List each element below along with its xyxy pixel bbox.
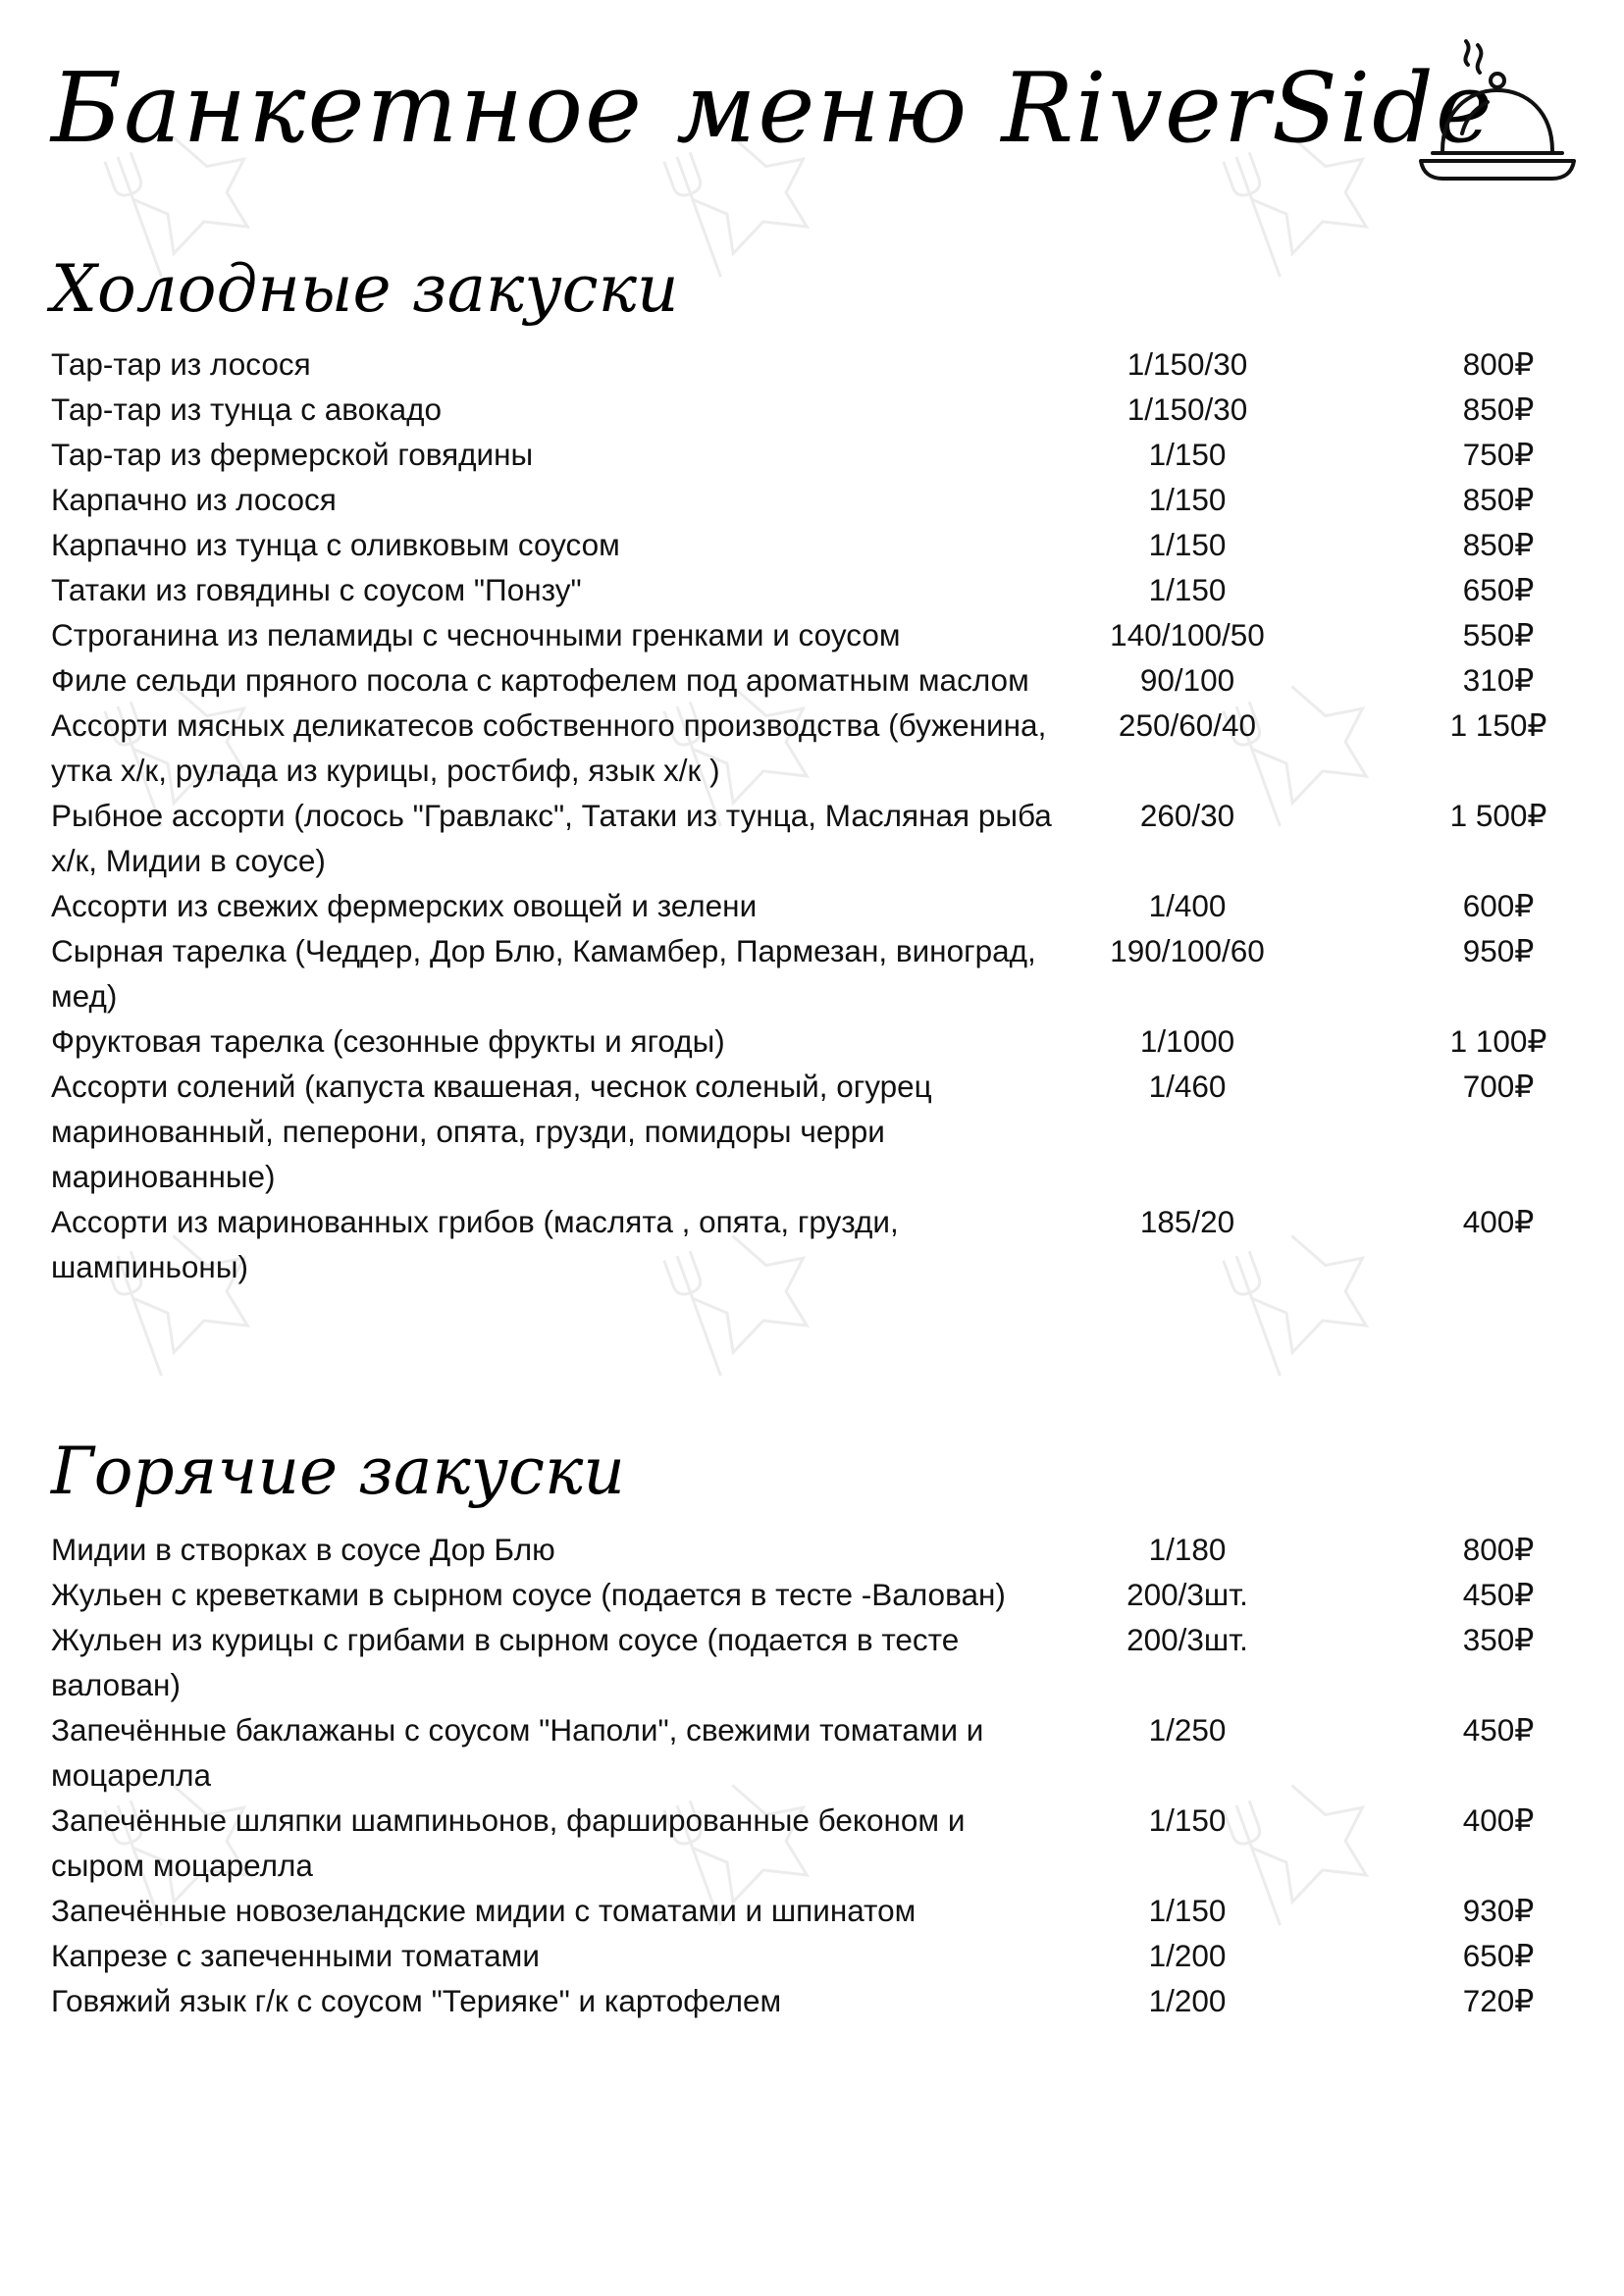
item-price: 1 150₽: [1449, 707, 1547, 743]
item-portion: 1/150: [1148, 437, 1227, 472]
item-name: Сырная тарелка (Чеддер, Дор Блю, Камамбер, Пармезан, виноград, мед): [51, 933, 1036, 1014]
item-name: Тар-тар из фермерской говядины: [51, 437, 534, 472]
item-price: 650₽: [1462, 572, 1535, 607]
item-name: Ассорти солений (капуста квашеная, чеснок соленый, огурец маринованный, пеперони, опята, грузди, помидоры черри маринованные): [51, 1069, 932, 1194]
item-portion: 185/20: [1139, 1204, 1235, 1239]
item-portion: 1/150: [1148, 1802, 1227, 1838]
item-name: Карпачно из тунца с оливковым соусом: [51, 527, 620, 562]
item-portion: 1/460: [1148, 1069, 1227, 1104]
item-price: 800₽: [1462, 1532, 1535, 1567]
menu-item: [51, 657, 1562, 703]
item-portion: 140/100/50: [1110, 617, 1265, 652]
item-portion: 250/60/40: [1118, 707, 1257, 743]
item-portion: 1/150: [1148, 572, 1227, 607]
item-price: 450₽: [1462, 1712, 1535, 1748]
menu-item: [51, 1018, 1562, 1064]
item-price: 350₽: [1462, 1622, 1535, 1657]
menu-item: [51, 1888, 1562, 1933]
section-heading-cold-appetizers: Холодные закуски: [51, 251, 679, 327]
section-heading-hot-appetizers: Горячие закуски: [51, 1434, 625, 1509]
item-portion: 1/150: [1148, 527, 1227, 562]
item-price: 950₽: [1462, 933, 1535, 968]
item-name: Татаки из говядины с соусом "Понзу": [51, 572, 582, 607]
item-name: Ассорти из свежих фермерских овощей и зелени: [51, 888, 758, 923]
item-portion: 200/3шт.: [1126, 1622, 1248, 1657]
item-price: 720₽: [1462, 1983, 1535, 2018]
item-portion: 190/100/60: [1110, 933, 1265, 968]
item-portion: 1/400: [1148, 888, 1227, 923]
item-portion: 200/3шт.: [1126, 1577, 1248, 1612]
item-price: 310₽: [1462, 662, 1535, 698]
item-name: Запечённые новозеландские мидии с томатами и шпинатом: [51, 1893, 917, 1928]
item-price: 700₽: [1462, 1069, 1535, 1104]
item-price: 450₽: [1462, 1577, 1535, 1612]
cloche-icon: [1413, 35, 1580, 192]
menu-item: [51, 1707, 1562, 1798]
menu-item: [51, 612, 1562, 657]
item-name: Капрезе с запеченными томатами: [51, 1938, 540, 1973]
menu-item: [51, 1978, 1562, 2023]
item-portion: 1/200: [1148, 1983, 1227, 2018]
menu-item: [51, 1527, 1562, 1572]
menu-item: [51, 928, 1562, 1018]
item-name: Запечённые шляпки шампиньонов, фаршированные беконом и сыром моцарелла: [51, 1802, 966, 1883]
item-portion: 1/150: [1148, 1893, 1227, 1928]
item-name: Запечённые баклажаны с соусом "Наполи", свежими томатами и моцарелла: [51, 1712, 984, 1793]
menu-item: [51, 341, 1562, 387]
hot-appetizers-list: [51, 1527, 1562, 2023]
item-price: 800₽: [1462, 346, 1535, 382]
menu-item: [51, 1064, 1562, 1199]
item-name: Рыбное ассорти (лосось "Гравлакс", Татаки из тунца, Масляная рыба х/к, Мидии в соусе): [51, 798, 1052, 878]
item-portion: 1/180: [1148, 1532, 1227, 1567]
item-name: Мидии в створках в соусе Дор Блю: [51, 1532, 555, 1567]
item-price: 850₽: [1462, 527, 1535, 562]
menu-item: [51, 477, 1562, 522]
menu-item: [51, 1199, 1562, 1289]
cold-appetizers-list: [51, 341, 1562, 1289]
menu-item: [51, 432, 1562, 477]
menu-item: [51, 522, 1562, 567]
item-name: Тар-тар из тунца с авокадо: [51, 391, 443, 427]
item-portion: 90/100: [1139, 662, 1235, 698]
item-name: Ассорти из маринованных грибов (маслята , опята, грузди, шампиньоны): [51, 1204, 899, 1284]
item-name: Тар-тар из лосося: [51, 346, 311, 382]
item-price: 1 500₽: [1449, 798, 1547, 833]
item-name: Жульен из курицы с грибами в сырном соусе (подается в тесте валован): [51, 1622, 960, 1702]
item-name: Жульен с креветками в сырном соусе (подается в тесте -Валован): [51, 1577, 1006, 1612]
item-portion: 1/150/30: [1126, 391, 1248, 427]
item-price: 850₽: [1462, 482, 1535, 517]
item-portion: 1/1000: [1139, 1023, 1235, 1059]
item-price: 400₽: [1462, 1204, 1535, 1239]
item-price: 1 100₽: [1449, 1023, 1547, 1059]
item-portion: 1/150: [1148, 482, 1227, 517]
menu-item: [51, 703, 1562, 793]
menu-item: [51, 793, 1562, 883]
item-price: 550₽: [1462, 617, 1535, 652]
item-price: 850₽: [1462, 391, 1535, 427]
item-name: Фруктовая тарелка (сезонные фрукты и ягоды): [51, 1023, 725, 1059]
menu-item: [51, 387, 1562, 432]
menu-item: [51, 1617, 1562, 1707]
item-name: Филе сельди пряного посола с картофелем под ароматным маслом: [51, 662, 1029, 698]
item-name: Ассорти мясных деликатесов собственного производства (буженина, утка х/к, рулада из курицы, ростбиф, язык х/к ): [51, 707, 1047, 788]
item-name: Строганина из пеламиды с чесночными гренками и соусом: [51, 617, 901, 652]
menu-item: [51, 567, 1562, 612]
menu-title: Банкетное меню RiverSide: [51, 53, 1494, 165]
menu-item: [51, 1798, 1562, 1888]
item-name: Говяжий язык г/к с соусом "Терияке" и картофелем: [51, 1983, 782, 2018]
item-portion: 1/150/30: [1126, 346, 1248, 382]
item-price: 930₽: [1462, 1893, 1535, 1928]
item-price: 400₽: [1462, 1802, 1535, 1838]
item-name: Карпачно из лосося: [51, 482, 337, 517]
item-price: 650₽: [1462, 1938, 1535, 1973]
item-portion: 1/250: [1148, 1712, 1227, 1748]
item-price: 600₽: [1462, 888, 1535, 923]
menu-item: [51, 1572, 1562, 1617]
menu-item: [51, 883, 1562, 928]
item-portion: 260/30: [1139, 798, 1235, 833]
item-portion: 1/200: [1148, 1938, 1227, 1973]
item-price: 750₽: [1462, 437, 1535, 472]
menu-item: [51, 1933, 1562, 1978]
